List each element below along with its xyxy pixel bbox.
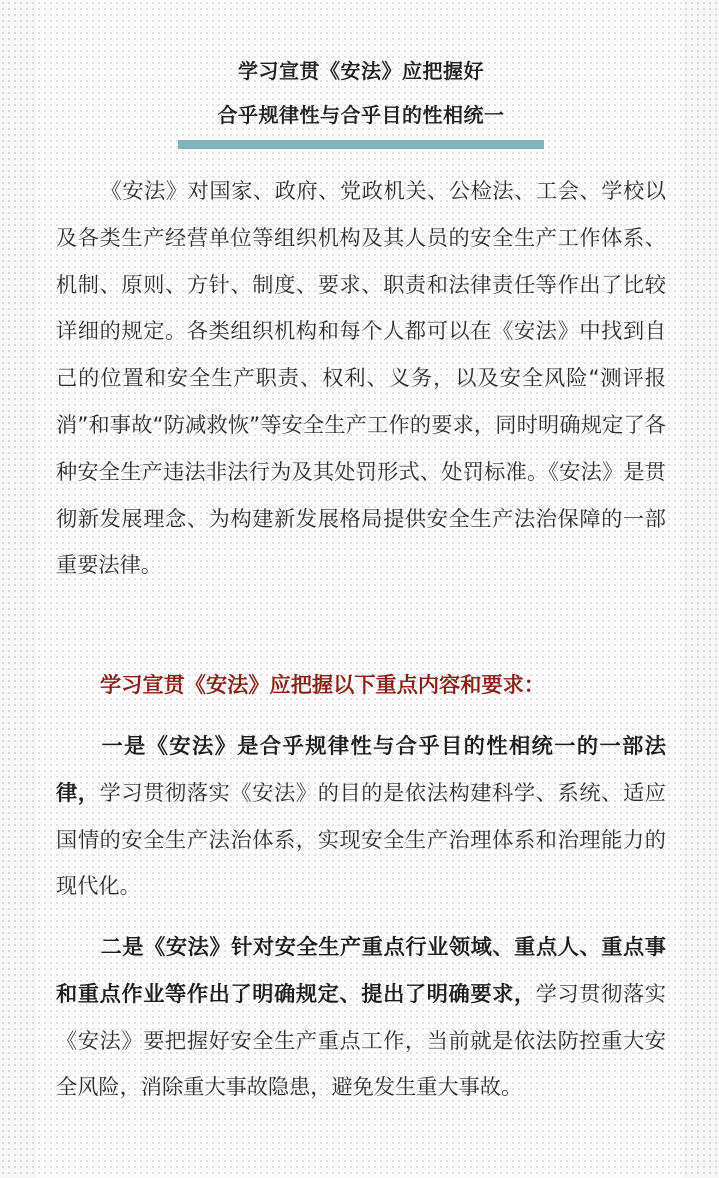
point-one-text: 学习贯彻落实《安法》的目的是依法构建科学、系统、适应国情的安全生产法治体系，实现安全生产治理体系和治理能力的现代化。	[56, 779, 666, 899]
point-one-paragraph	[56, 723, 666, 910]
point-two-text: 学习贯彻落实《安法》要把握好安全生产重点工作，当前就是依法防控重大安全风险，消除重大事故隐患，避免发生重大事故。	[56, 980, 666, 1100]
article-title-line-1: 学习宣贯《安法》应把握好	[238, 59, 484, 83]
point-one-bold: 一是《安法》是合乎规律性与合乎目的性相统一的一部法律，	[56, 733, 666, 805]
section-heading	[56, 662, 666, 709]
intro-paragraph	[56, 168, 666, 589]
section-heading-text: 学习宣贯《安法》应把握以下重点内容和要求：	[100, 672, 545, 697]
article-title-line-2: 合乎规律性与合乎目的性相统一	[217, 103, 505, 127]
title-underline-bar	[178, 140, 544, 149]
point-two-bold: 二是《安法》针对安全生产重点行业领域、重点人、重点事和重点作业等作出了明确规定、提出了明确要求，	[56, 934, 666, 1006]
intro-paragraph-text: 《安法》对国家、政府、党政机关、公检法、工会、学校以及各类生产经营单位等组织机构及其人员的安全生产工作体系、机制、原则、方针、制度、要求、职责和法律责任等作出了比较详细的规定。各类组织机构和每个人都可以在《安法》中找到自己的位置和安全生产职责、权利、义务，以及安全风险“测评报消”和事故“防减救恢”等安全生产工作的要求，同时明确规定了各种安全生产违法非法行为及其处罚形式、处罚标准。《安法》是贯彻新发展理念、为构建新发展格局提供安全生产法治保障的一部重要法律。	[56, 178, 666, 578]
point-two-paragraph	[56, 924, 666, 1111]
